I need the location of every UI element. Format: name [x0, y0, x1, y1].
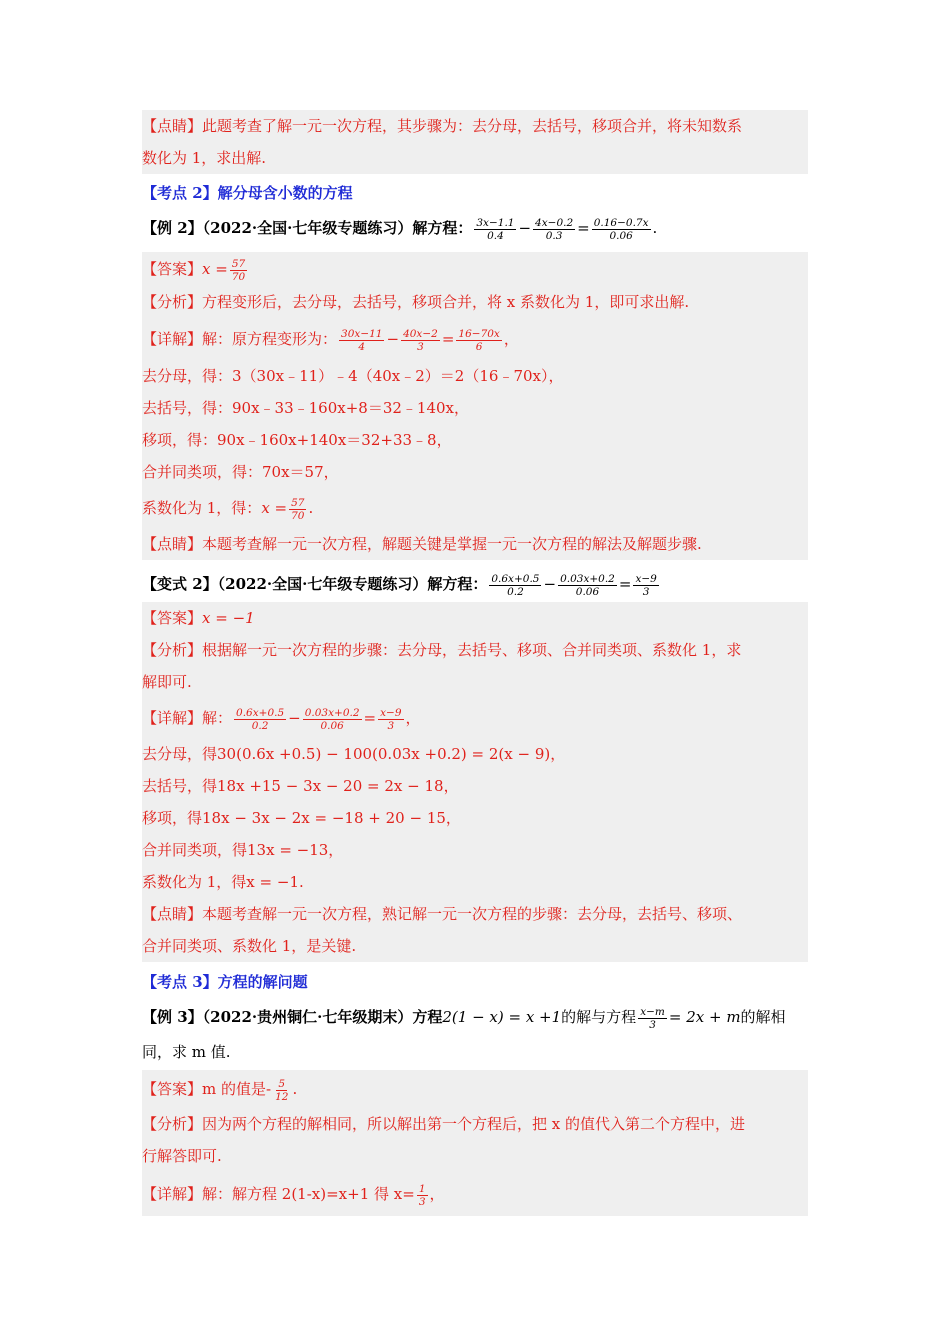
answer-tag: 【答案】 [142, 1080, 203, 1098]
detail-tag: 【详解】 [142, 330, 203, 348]
fraction: $\frac{0.16-0.7x}{0.06}$ [593, 216, 649, 242]
fraction: $\frac{3x-1.1}{0.4}$ [476, 216, 515, 242]
variant-2-question: 【变式 2】（2022·全国·七年级专题练习）解方程： $\frac{0.6x+0.5}{0.2}$ − $\frac{0.03x+0.2}{0.06}$ = $\frac{x-9}{3}$ [142, 572, 657, 598]
variant-2-detail: 【详解】解： $\frac{0.6x+0.5}{0.2}$ − $\frac{0.03x+0.2}{0.06}$ = $\frac{x-9}{3}$ ， [142, 698, 808, 738]
fraction: $\frac{0.6x+0.5}{0.2}$ [236, 706, 285, 732]
example-2-step: 合并同类项，得：70x＝57， [142, 456, 808, 488]
detail-tag: 【详解】 [142, 709, 203, 727]
fraction: $\frac{0.6x+0.5}{0.2}$ [491, 572, 540, 598]
example-3-question-2: 同，求 m 值. [142, 1043, 231, 1061]
example-2-answer: 【答案】x = $\frac{57}{70}$ [142, 252, 808, 286]
variant-2-point-2: 合并同类项、系数化 1，是关键. [142, 930, 808, 962]
fraction: $\frac{57}{70}$ [231, 257, 246, 283]
fraction: $\frac{0.03x+0.2}{0.06}$ [304, 706, 360, 732]
example-2-step: 去括号，得：90x﹣33﹣160x+8＝32﹣140x， [142, 392, 808, 424]
example-2-step: 去分母，得：3（30x﹣11）﹣4（40x﹣2）＝2（16﹣70x）， [142, 360, 808, 392]
analysis-tag: 【分析】 [142, 293, 203, 311]
example-3-prefix: 【例 3】（2022·贵州铜仁·七年级期末）方程 [142, 1008, 443, 1026]
fraction: $\frac{57}{70}$ [291, 496, 305, 522]
example-2-step: 移项，得：90x﹣160x+140x＝32+33﹣8， [142, 424, 808, 456]
variant-2-analysis-1: 【分析】根据解一元一次方程的步骤：去分母，去括号、移项、合并同类项、系数化 1，求 [142, 634, 808, 666]
variant-2-step: 合并同类项，得13x = −13， [142, 834, 808, 866]
section-heading-2: 【考点 2】解分母含小数的方程 [142, 184, 353, 202]
fraction: $\frac{0.03x+0.2}{0.06}$ [560, 572, 615, 598]
fraction: $\frac{30x-11}{4}$ [341, 327, 383, 353]
answer-tag: 【答案】 [142, 609, 203, 627]
point-tag: 【点睛】 [142, 905, 203, 923]
fraction: $\frac{x-9}{3}$ [380, 706, 402, 732]
analysis-tag: 【分析】 [142, 641, 203, 659]
variant-2-answer: 【答案】x = −1 [142, 602, 808, 634]
example-3-detail: 【详解】解：解方程 2(1-x)=x+1 得 x= $\frac{1}{3}$ ， [142, 1172, 808, 1216]
fraction: $\frac{x-m}{3}$ [640, 1005, 665, 1031]
section-heading-3: 【考点 3】方程的解问题 [142, 973, 308, 991]
example-2-point: 【点睛】本题考查解一元一次方程，解题关键是掌握一元一次方程的解法及解题步骤. [142, 528, 808, 560]
variant-2-step: 系数化为 1，得x = −1. [142, 866, 808, 898]
point-line-1 [142, 110, 808, 142]
fraction: $\frac{x-9}{3}$ [635, 572, 657, 598]
variant-2-point-1: 【点睛】本题考查解一元一次方程，熟记解一元一次方程的步骤：去分母，去括号、移项、 [142, 898, 808, 930]
variant-2-step: 移项，得18x − 3x − 2x = −18 + 20 − 15， [142, 802, 808, 834]
fraction: $\frac{16-70x}{6}$ [458, 327, 500, 353]
variant-2-step: 去括号，得18x +15 − 3x − 20 = 2x − 18， [142, 770, 808, 802]
variant-2-step: 去分母，得30(0.6x +0.5) − 100(0.03x +0.2) = 2(x − 9)， [142, 738, 808, 770]
point-text: 数化为 1，求出解. [142, 149, 267, 167]
analysis-tag: 【分析】 [142, 1115, 203, 1133]
answer-tag: 【答案】 [142, 260, 203, 278]
point-text: 此题考查了解一元一次方程，其步骤为：去分母，去括号，移项合并，将未知数系 [202, 117, 743, 135]
example-3-answer: 【答案】m 的值是- $\frac{5}{12}$ . [142, 1070, 808, 1108]
example-2-analysis: 【分析】方程变形后，去分母，去括号，移项合并，将 x 系数化为 1，即可求出解. [142, 286, 808, 318]
point-tag: 【点睛】 [142, 117, 203, 135]
fraction: $\frac{5}{12}$ [275, 1077, 289, 1103]
variant-2-analysis-2: 解即可. [142, 666, 808, 698]
example-2-step: 系数化为 1，得：x = $\frac{57}{70}$ . [142, 488, 808, 528]
point-tag: 【点睛】 [142, 535, 203, 553]
detail-tag: 【详解】 [142, 1185, 203, 1203]
variant-2-prefix: 【变式 2】（2022·全国·七年级专题练习）解方程： [142, 575, 488, 593]
example-3-question-1: 【例 3】（2022·贵州铜仁·七年级期末）方程2(1 − x) = x +1的解与方程 $\frac{x-m}{3}$ = 2x + m的解相 [142, 1005, 786, 1031]
fraction: $\frac{4x-0.2}{0.3}$ [535, 216, 574, 242]
example-2-detail: 【详解】解：原方程变形为： $\frac{30x-11}{4}$ − $\frac{40x-2}{3}$ = $\frac{16-70x}{6}$ ， [142, 318, 808, 360]
example-3-analysis-2: 行解答即可. [142, 1140, 808, 1172]
fraction: $\frac{40x-2}{3}$ [403, 327, 438, 353]
point-line-2 [142, 142, 808, 174]
example-2-prefix: 【例 2】（2022·全国·七年级专题练习）解方程： [142, 219, 473, 237]
fraction: $\frac{1}{3}$ [418, 1182, 426, 1208]
example-2-question: 【例 2】（2022·全国·七年级专题练习）解方程： $\frac{3x-1.1}{0.4}$ − $\frac{4x-0.2}{0.3}$ = $\frac{0.16-0.7x}{0.06}$ . [142, 216, 658, 242]
example-3-analysis-1: 【分析】因为两个方程的解相同，所以解出第一个方程后，把 x 的值代入第二个方程中，进 [142, 1108, 808, 1140]
